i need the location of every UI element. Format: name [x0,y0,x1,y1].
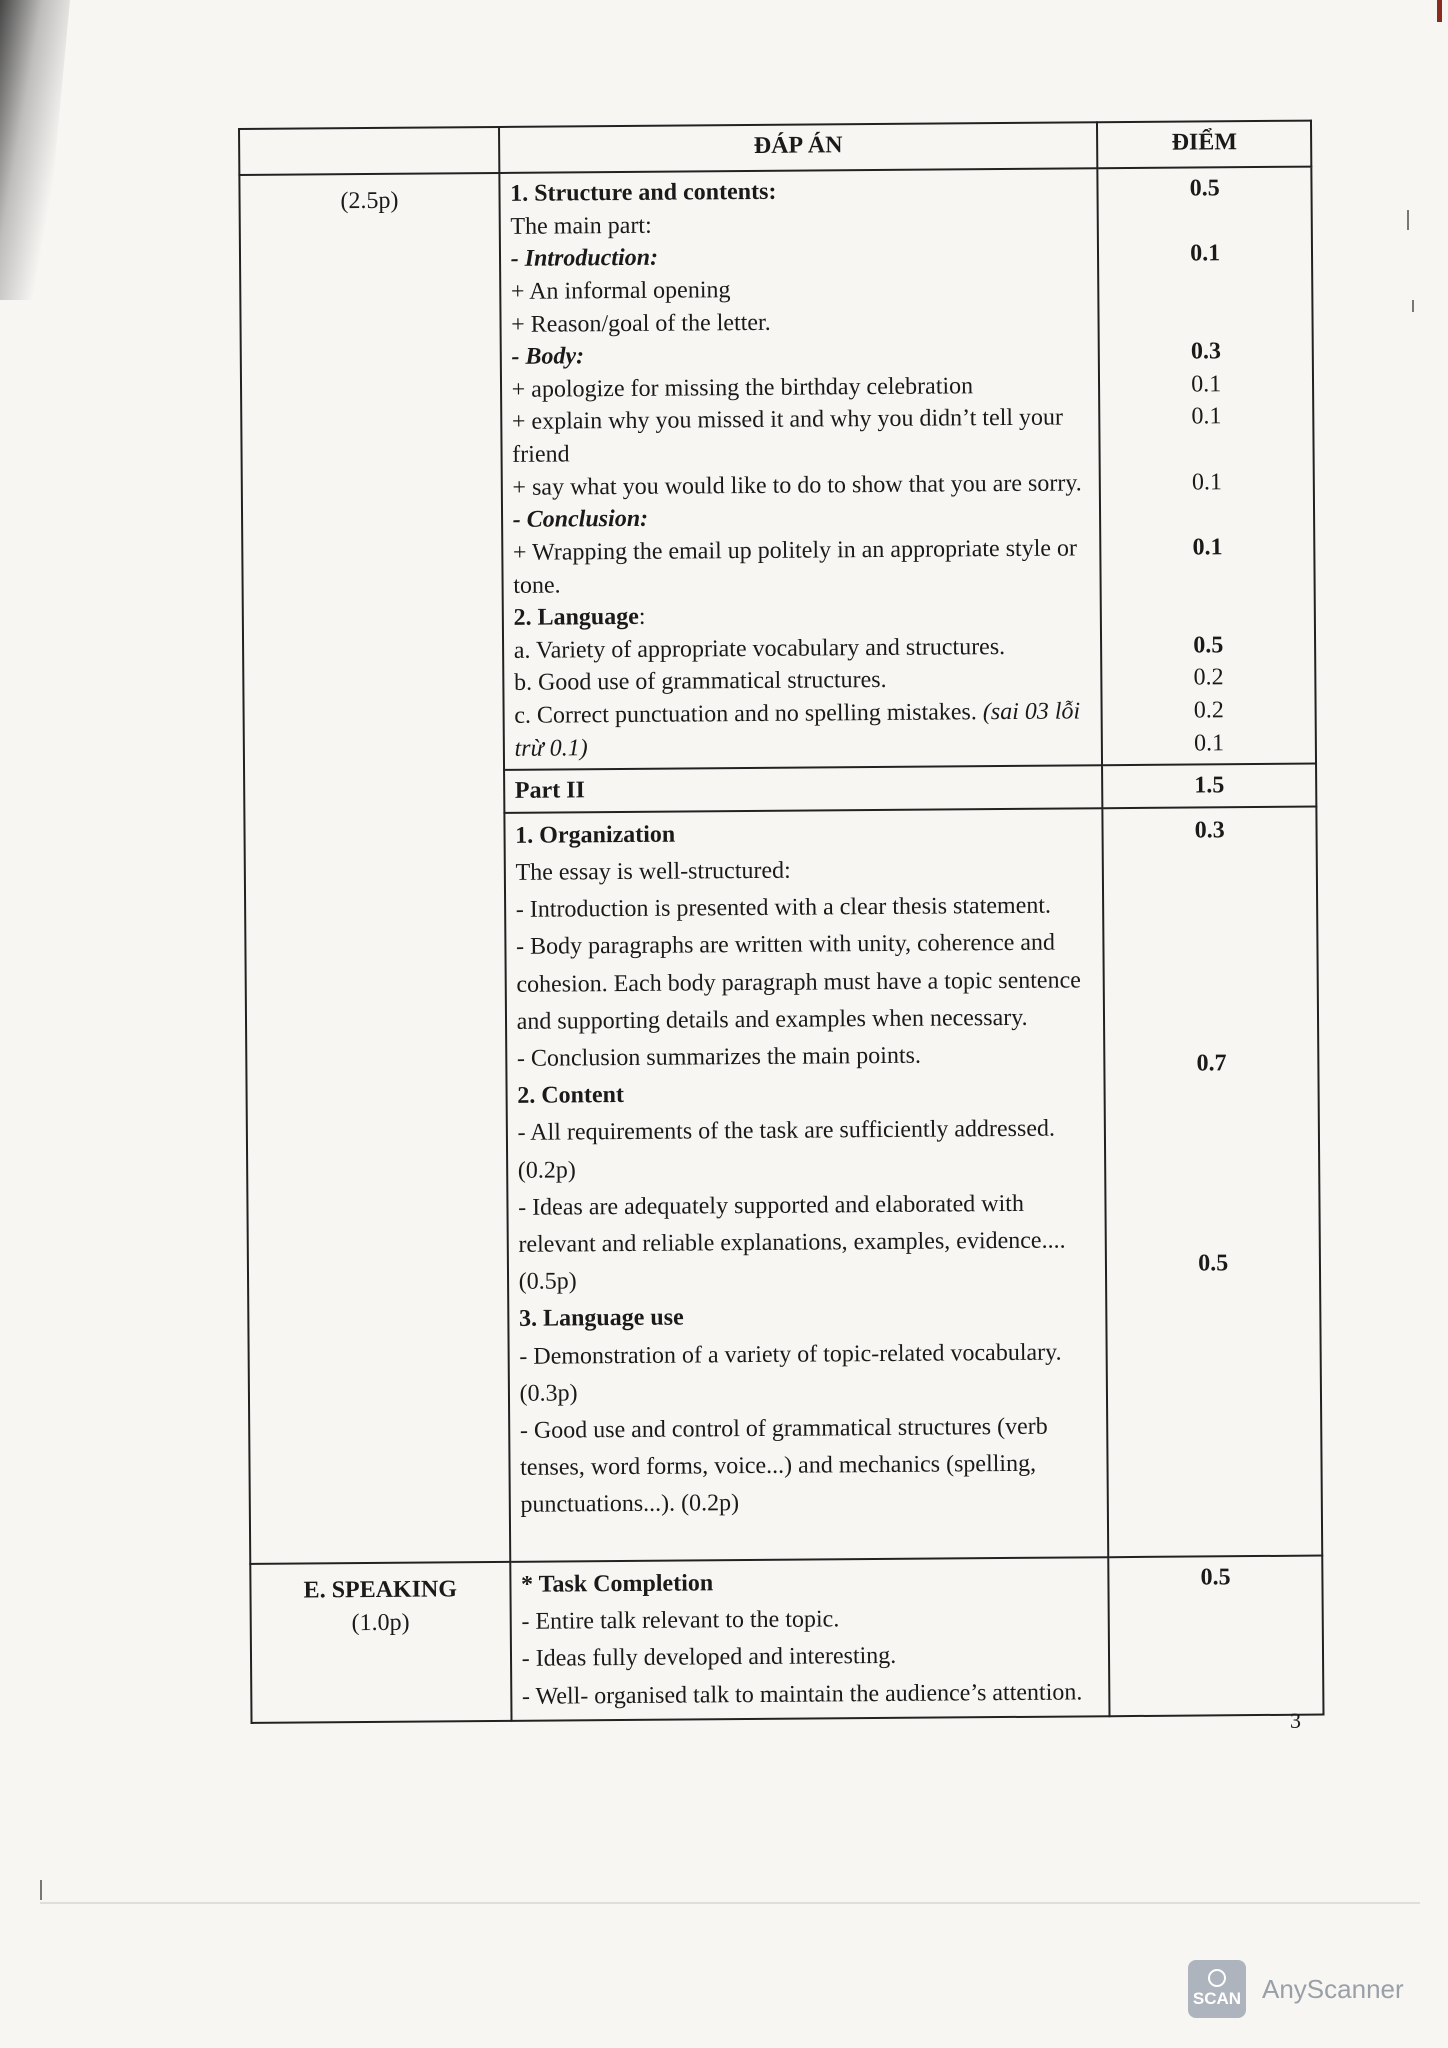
scan-fold-line [40,1902,1420,1904]
writing-part1-row [239,167,1316,773]
score-organization: 0.3 [1194,817,1225,844]
score-content: 0.7 [1196,1050,1227,1077]
introduction-title: - Introduction: [510,244,659,273]
scanner-app-name: AnyScanner [1262,1973,1404,2004]
speaking-row [250,1556,1323,1723]
scan-edge-mark [40,1880,42,1900]
speaking-item: - Ideas fully developed and interesting. [521,1643,897,1673]
content-title: 2. Content [517,1082,625,1110]
organization-item: - Introduction is presented with a clear thesis statement. [515,892,1052,924]
language-heading [513,597,1090,634]
structure-title: 1. Structure and contents: [510,178,777,207]
writing-part1-criteria [499,168,1102,770]
score-language-item: 0.2 [1193,697,1224,724]
intro-item: + An informal opening [510,277,731,305]
language-use-item: - Good use and control of grammatical structures (verb tenses, word forms, voice...) and mechanics (spelling, punctuations...). (0.2p) [519,1413,1048,1519]
page-number: 3 [1290,1708,1301,1733]
score-language-item: 0.2 [1193,664,1224,691]
body-item: + say what you would like to do to show that you are sorry. [512,470,1082,501]
body-title: - Body: [511,343,585,370]
score-introduction: 0.1 [1190,240,1221,267]
organization-title: 1. Organization [515,821,676,849]
score-column-header: ĐIỂM [1097,121,1311,169]
language-item-c [514,695,1091,765]
language-title: 2. Language [513,603,639,631]
scanner-icon-label: SCAN [1192,1989,1242,2008]
penalty-note: (sai 03 lỗi trừ 0.1) [514,698,1081,762]
content-item: - All requirements of the task are sufficiently addressed. (0.2p) [517,1115,1056,1184]
writing-points: (2.5p) [340,187,399,215]
speaking-title: E. SPEAKING [303,1576,458,1604]
speaking-criteria [510,1557,1110,1720]
scan-edge-mark [1407,210,1409,230]
answer-column-header: ĐÁP ÁN [499,122,1098,173]
language-item-c-text: c. Correct punctuation and no spelling mistakes. [514,699,977,729]
score-conclusion: 0.1 [1192,534,1223,561]
conclusion-item: + Wrapping the email up politely in an appropriate style or tone. [512,535,1078,599]
score-language: 0.5 [1193,632,1224,659]
speaking-score: 0.5 [1109,1556,1324,1716]
header-empty-cell [239,127,499,175]
organization-item: - Conclusion summarizes the main points. [516,1042,922,1072]
task-completion-title: * Task Completion [521,1570,714,1598]
answer-key-table [238,120,1325,1724]
scan-shadow [0,0,70,300]
conclusion-title: - Conclusion: [512,506,649,534]
content-item: - Ideas are adequately supported and elaborated with relevant and reliable explanations, examples, evidence.... (0.5p) [518,1190,1066,1295]
organization-lead: The essay is well-structured: [515,857,791,886]
body-item: + apologize for missing the birthday celebration [511,372,974,403]
body-item: + explain why you missed it and why you didn’t tell your friend [511,404,1064,468]
main-part-label: The main part: [510,212,652,240]
scan-edge-mark [1437,0,1442,22]
language-use-title: 3. Language use [518,1304,684,1333]
part2-title: Part II [504,765,1103,812]
writing-part2-criteria [504,808,1109,1562]
score-body-item: 0.1 [1191,371,1222,398]
language-use-item: - Demonstration of a variety of topic-related vocabulary. (0.3p) [519,1339,1062,1407]
scanner-watermark [1188,1960,1404,2018]
score-body-item: 0.1 [1191,468,1223,496]
scanner-app-icon [1188,1960,1246,2018]
speaking-item: - Entire talk relevant to the topic. [521,1606,840,1636]
language-item: a. Variety of appropriate vocabulary and structures. [513,633,1006,664]
scan-edge-mark [1412,300,1414,312]
header-row [239,121,1311,175]
writing-part2-scores [1103,806,1323,1557]
score-body-item: 0.1 [1191,403,1222,430]
language-colon: : [638,603,646,630]
score-structure: 0.5 [1189,175,1220,202]
speaking-section-cell [250,1562,511,1723]
speaking-points: (1.0p) [351,1609,410,1636]
score-body: 0.3 [1190,338,1222,365]
part2-score: 1.5 [1102,764,1316,808]
organization-item: - Body paragraphs are written with unity, coherence and cohesion. Each body paragraph must have a topic sentence and supporting details and examples when necessary. [515,930,1081,1035]
writing-section-cell [239,173,510,1564]
answer-key-sheet [238,120,1325,1724]
writing-part1-scores [1098,167,1316,766]
score-language-item: 0.1 [1193,729,1225,757]
score-language-use: 0.5 [1198,1250,1229,1277]
speaking-item: - Well- organised talk to maintain the audience’s attention. [521,1679,1083,1710]
lens-icon [1208,1969,1226,1987]
language-item: b. Good use of grammatical structures. [513,667,887,697]
intro-item: + Reason/goal of the letter. [511,309,771,338]
